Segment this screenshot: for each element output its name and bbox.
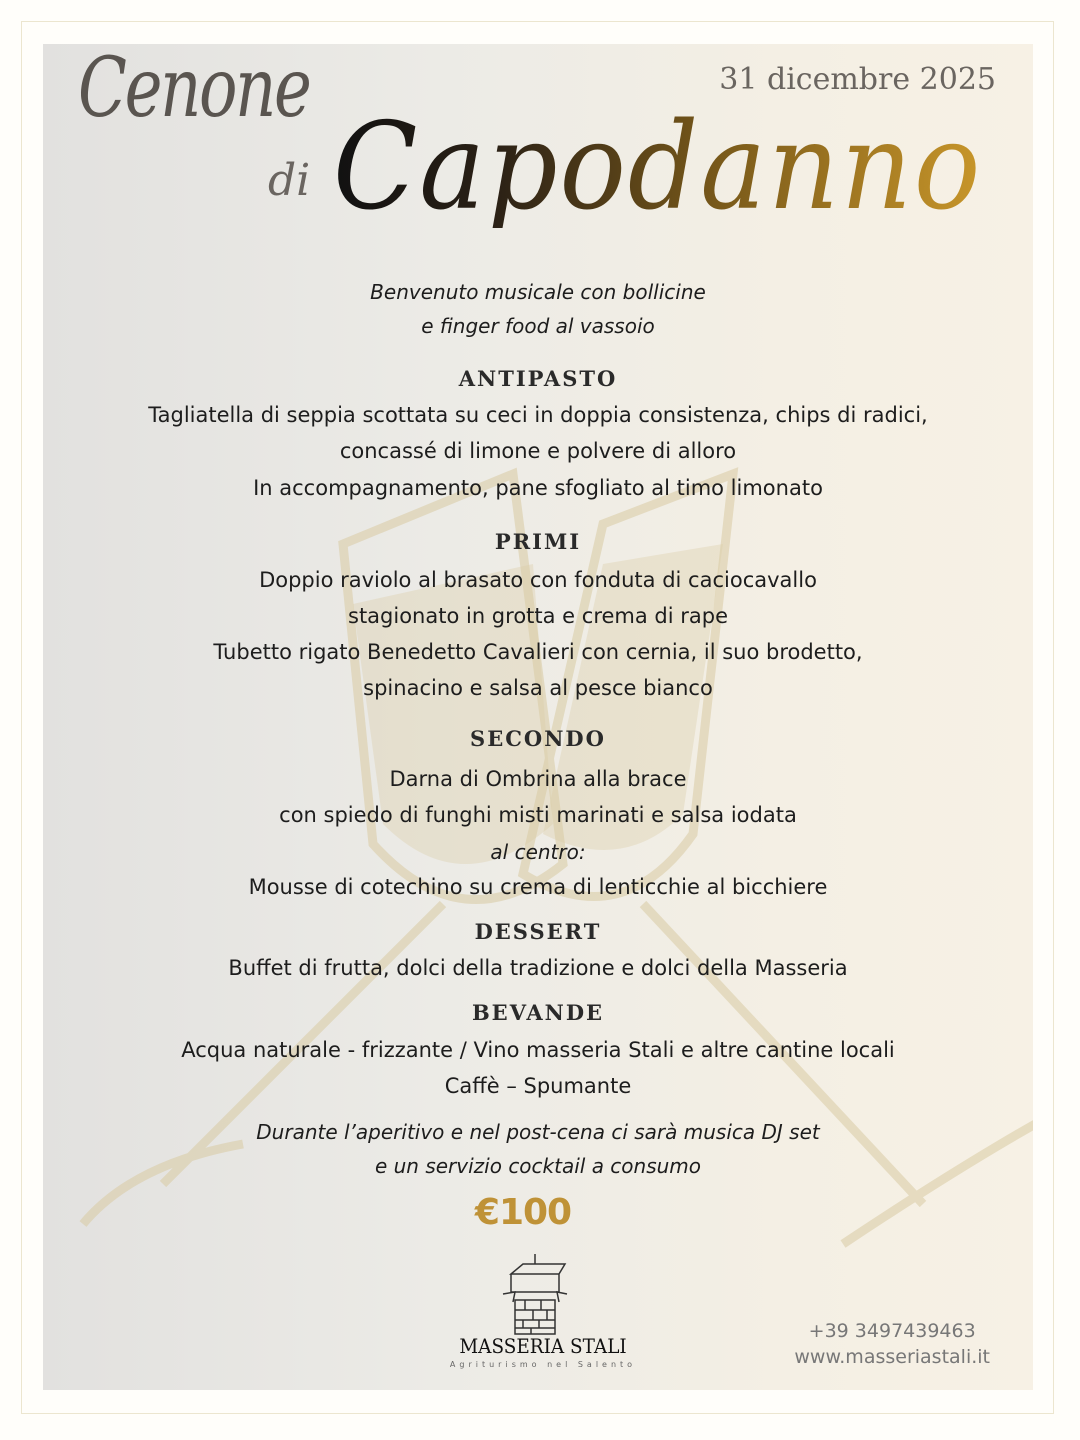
menu-line: Acqua naturale - frizzante / Vino masseria Stali e altre cantine locali: [181, 1038, 895, 1062]
menu-line: Doppio raviolo al brasato con fonduta di caciocavallo: [259, 568, 817, 592]
menu-line: stagionato in grotta e crema di rape: [348, 604, 728, 628]
note-line: e un servizio cocktail a consumo: [374, 1154, 702, 1178]
brand-name: MASSERIA STALI: [459, 1334, 627, 1358]
menu-line: al centro:: [490, 840, 586, 864]
section-heading-dessert: DESSERT: [474, 919, 602, 944]
champagne-glasses-watermark: [43, 41, 1033, 1390]
menu-line: Mousse di cotechino su crema di lenticchie al bicchiere: [248, 875, 828, 899]
title-cenone: Cenone: [78, 41, 310, 136]
price: €100: [474, 1192, 572, 1233]
menu-line: In accompagnamento, pane sfogliato al timo limonato: [253, 476, 823, 500]
menu-line: Tubetto rigato Benedetto Cavalieri con cernia, il suo brodetto,: [213, 640, 863, 664]
note-line: Durante l’aperitivo e nel post-cena ci sarà musica DJ set: [256, 1120, 820, 1144]
menu-line: concassé di limone e polvere di alloro: [339, 439, 737, 463]
section-heading-antipasto: ANTIPASTO: [458, 366, 618, 391]
menu-line: Darna di Ombrina alla brace: [389, 767, 687, 791]
intro-line: e finger food al vassoio: [421, 314, 655, 338]
menu-line: Buffet di frutta, dolci della tradizione e dolci della Masseria: [228, 956, 848, 980]
section-heading-primi: PRIMI: [494, 529, 582, 554]
intro-line: Benvenuto musicale con bollicine: [370, 280, 706, 304]
event-date: 31 dicembre 2025: [719, 62, 996, 97]
menu-line: con spiedo di funghi misti marinati e salsa iodata: [279, 803, 797, 827]
title-capodanno: Capodanno: [333, 98, 983, 237]
menu-line: spinacino e salsa al pesce bianco: [363, 676, 713, 700]
section-heading-bevande: BEVANDE: [471, 1000, 605, 1025]
contact-info: [794, 1318, 990, 1370]
menu-line: Caffè – Spumante: [444, 1074, 632, 1098]
title-di: di: [268, 155, 311, 206]
section-heading-secondo: SECONDO: [470, 726, 606, 751]
phone-number[interactable]: +39 3497439463: [808, 1320, 976, 1342]
website-link[interactable]: www.masseriastali.it: [794, 1346, 990, 1368]
menu-panel: [43, 41, 1033, 1390]
brand-tagline: Agriturismo nel Salento: [449, 1360, 637, 1369]
menu-line: Tagliatella di seppia scottata su ceci in doppia consistenza, chips di radici,: [148, 403, 928, 427]
